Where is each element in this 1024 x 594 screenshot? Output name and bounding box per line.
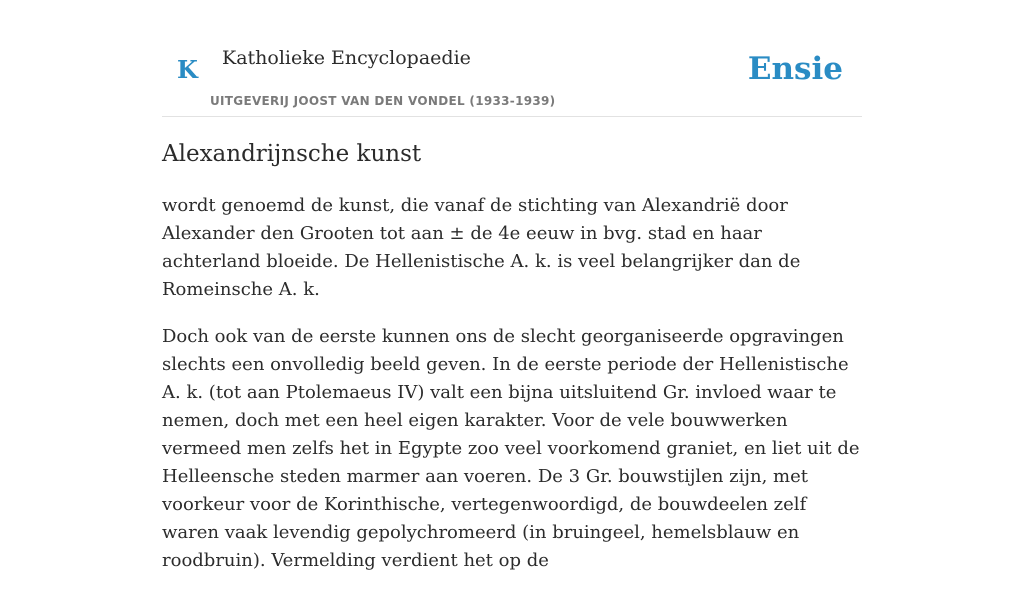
publisher-label: UITGEVERIJ JOOST VAN DEN VONDEL (1933-1939) [210, 94, 556, 108]
paragraph: Doch ook van de eerste kunnen ons de slecht georganiseerde opgravingen slechts een onvolledig beeld geven. In de eerste periode der Hellenistische A. k. (tot aan Ptolemaeus IV) valt een bijna uitsluitend Gr. invloed waar te nemen, doch met een heel eigen karakter. Voor de vele bouwwerken vermeed men zelfs het in Egypte zoo veel voorkomend graniet, en liet uit de Helleensche steden marmer aan voeren. De 3 Gr. bouwstijlen zijn, met voorkeur voor de Korinthische, vertegenwoordigd, de bouwdeelen zelf waren vaak levendig gepolychromeerd (in bruingeel, hemelsblauw en roodbruin). Vermelding verdient het op de [162, 326, 860, 571]
site-title[interactable]: Katholieke Encyclopaedie [222, 47, 471, 69]
logo-icon[interactable]: K [177, 55, 198, 84]
article-body [162, 192, 862, 594]
site-header [162, 0, 862, 117]
brand-logo[interactable]: Ensie [747, 51, 843, 87]
article-title: Alexandrijnsche kunst [162, 141, 422, 167]
paragraph: wordt genoemd de kunst, die vanaf de stichting van Alexandrië door Alexander den Grooten tot aan ± de 4e eeuw in bvg. stad en haar achterland bloeide. De Hellenistische A. k. is veel belangrijker dan de Romeinsche A. k. [162, 195, 801, 300]
